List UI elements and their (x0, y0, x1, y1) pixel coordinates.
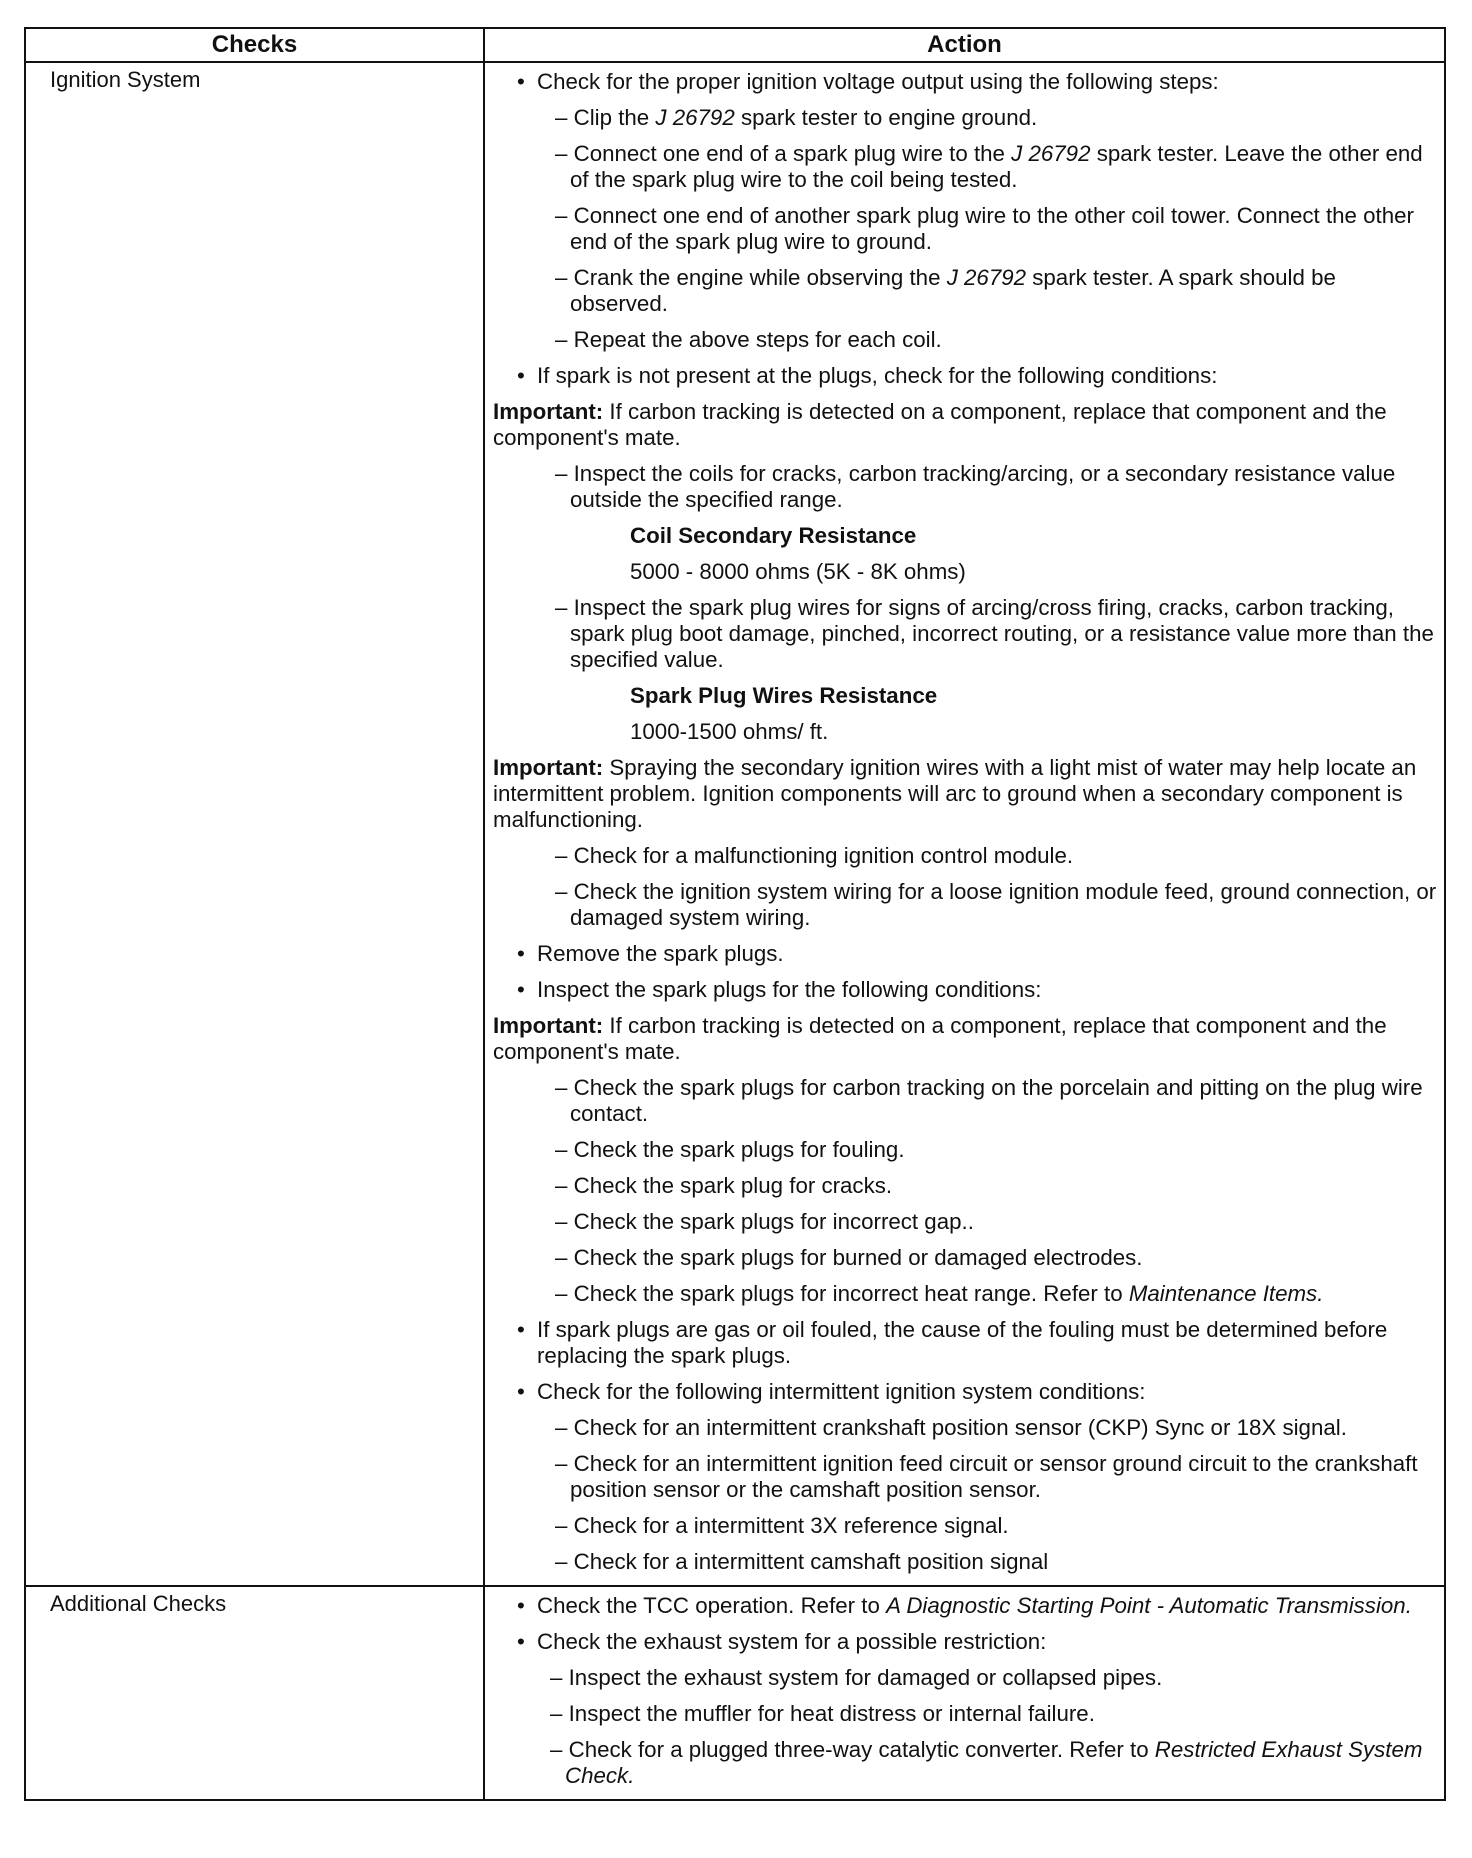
text-segment: – Inspect the spark plug wires for signs of arcing/cross firing, cracks, carbon tracking, spark plug boot damage, pinched, incorrect routing, or a resistance value more than the specified value. (555, 595, 1434, 672)
header-row (25, 28, 1445, 62)
text-segment: Check the TCC operation. Refer to (537, 1593, 887, 1618)
text-segment: – Connect one end of another spark plug wire to the other coil tower. Connect the other end of the spark plug wire to ground. (555, 203, 1414, 254)
sub-step-item (485, 265, 1440, 317)
text-segment: – Check for a intermittent 3X reference signal. (555, 1513, 1009, 1538)
sub-step-item (485, 327, 1440, 353)
action-header: Action (484, 28, 1445, 62)
sub-step-item (485, 203, 1440, 255)
text-segment: – Check for an intermittent ignition feed circuit or sensor ground circuit to the crankshaft position sensor or the camshaft position sensor. (555, 1451, 1418, 1502)
sub-step-item (485, 105, 1440, 131)
sub-step-item (485, 461, 1440, 513)
text-segment: – Check the spark plug for cracks. (555, 1173, 893, 1198)
text-segment: If carbon tracking is detected on a component, replace that component and the component's mate. (493, 399, 1387, 450)
reference-text: Maintenance Items. (1128, 1281, 1324, 1306)
text-segment: – Check the ignition system wiring for a loose ignition module feed, ground connection, or damaged system wiring. (555, 879, 1437, 930)
action-list (485, 69, 1440, 1575)
sub-step-item (485, 843, 1440, 869)
spec-heading (485, 523, 1440, 549)
sub-step-item (485, 1737, 1440, 1789)
reference-text: J 26792 (946, 265, 1027, 290)
text-segment: – Clip the (555, 105, 656, 130)
text-segment: – Check the spark plugs for burned or damaged electrodes. (555, 1245, 1143, 1270)
text-segment: If spark is not present at the plugs, check for the following conditions: (537, 363, 1218, 388)
reference-text: Restricted Exhaust System Check. (565, 1737, 1423, 1788)
text-segment: If carbon tracking is detected on a component, replace that component and the component's mate. (493, 1013, 1387, 1064)
reference-text: A Diagnostic Starting Point - Automatic Transmission. (886, 1593, 1412, 1618)
text-segment: – Check for a intermittent camshaft position signal (555, 1549, 1049, 1574)
text-segment: – Check for an intermittent crankshaft position sensor (CKP) Sync or 18X signal. (555, 1415, 1347, 1440)
bullet-item (485, 941, 1440, 967)
action-cell (484, 62, 1445, 1586)
text-segment: Inspect the spark plugs for the following conditions: (537, 977, 1042, 1002)
action-cell (484, 1586, 1445, 1800)
bullet-marker-icon: • (517, 69, 525, 94)
text-segment: 5000 - 8000 ohms (5K - 8K ohms) (630, 559, 966, 584)
important-note (485, 399, 1440, 451)
checks-header: Checks (25, 28, 484, 62)
important-note (485, 755, 1440, 833)
sub-step-item (485, 1451, 1440, 1503)
text-segment: – Inspect the coils for cracks, carbon tracking/arcing, or a secondary resistance value outside the specified range. (555, 461, 1396, 512)
check-cell: Ignition System (25, 62, 484, 1586)
bullet-item (485, 1593, 1440, 1619)
text-segment: Spraying the secondary ignition wires with a light mist of water may help locate an intermittent problem. Ignition components will arc to ground when a secondary component is malfunctioning. (493, 755, 1417, 832)
sub-step-item (485, 1075, 1440, 1127)
bullet-marker-icon: • (517, 1317, 525, 1342)
sub-step-item (485, 141, 1440, 193)
text-segment: – Repeat the above steps for each coil. (555, 327, 942, 352)
text-segment: – Inspect the exhaust system for damaged or collapsed pipes. (550, 1665, 1163, 1690)
bullet-item (485, 363, 1440, 389)
sub-step-item (485, 1245, 1440, 1271)
spec-value (485, 719, 1440, 745)
table-row (25, 62, 1445, 1586)
reference-text: J 26792 (655, 105, 735, 130)
text-segment: 1000-1500 ohms/ ft. (630, 719, 829, 744)
sub-step-item (485, 1209, 1440, 1235)
bullet-marker-icon: • (517, 941, 525, 966)
important-label: Important: (493, 755, 604, 780)
sub-step-item (485, 1415, 1440, 1441)
sub-step-item (485, 1549, 1440, 1575)
sub-step-item (485, 595, 1440, 673)
text-segment: – Check the spark plugs for incorrect heat range. Refer to (555, 1281, 1129, 1306)
sub-step-item (485, 1513, 1440, 1539)
sub-step-item (485, 879, 1440, 931)
bullet-item (485, 1379, 1440, 1405)
text-segment: – Inspect the muffler for heat distress or internal failure. (550, 1701, 1095, 1726)
text-segment: spark tester. A spark should be observed. (570, 265, 1336, 316)
diagnostic-table (24, 27, 1446, 1801)
bullet-item (485, 1317, 1440, 1369)
spec-heading (485, 683, 1440, 709)
bullet-item (485, 977, 1440, 1003)
spec-value (485, 559, 1440, 585)
text-segment: spark tester. Leave the other end of the spark plug wire to the coil being tested. (570, 141, 1423, 192)
text-segment: – Check the spark plugs for incorrect gap.. (555, 1209, 974, 1234)
bullet-marker-icon: • (517, 977, 525, 1002)
important-label: Important: (493, 1013, 604, 1038)
check-cell: Additional Checks (25, 1586, 484, 1800)
bullet-marker-icon: • (517, 1379, 525, 1404)
sub-step-item (485, 1665, 1440, 1691)
bullet-marker-icon: • (517, 1629, 525, 1654)
important-note (485, 1013, 1440, 1065)
text-segment: – Check for a malfunctioning ignition control module. (555, 843, 1074, 868)
text-segment: – Check for a plugged three-way catalytic converter. Refer to (550, 1737, 1155, 1762)
bullet-marker-icon: • (517, 1593, 525, 1618)
sub-step-item (485, 1137, 1440, 1163)
important-label: Important: (493, 399, 604, 424)
text-segment: Check for the following intermittent ignition system conditions: (537, 1379, 1146, 1404)
bullet-marker-icon: • (517, 363, 525, 388)
text-segment: Remove the spark plugs. (537, 941, 784, 966)
bullet-item (485, 69, 1440, 95)
table-row (25, 1586, 1445, 1800)
sub-step-item (485, 1173, 1440, 1199)
text-segment: – Crank the engine while observing the (555, 265, 947, 290)
reference-text: J 26792 (1011, 141, 1091, 166)
text-segment: Coil Secondary Resistance (630, 523, 917, 548)
text-segment: Spark Plug Wires Resistance (630, 683, 938, 708)
text-segment: Check for the proper ignition voltage output using the following steps: (537, 69, 1219, 94)
text-segment: – Check the spark plugs for carbon tracking on the porcelain and pitting on the plug wire contact. (555, 1075, 1423, 1126)
text-segment: – Connect one end of a spark plug wire to the (555, 141, 1012, 166)
bullet-item (485, 1629, 1440, 1655)
text-segment: If spark plugs are gas or oil fouled, the cause of the fouling must be determined before replacing the spark plugs. (537, 1317, 1388, 1368)
text-segment: spark tester to engine ground. (734, 105, 1038, 130)
action-list (485, 1593, 1440, 1789)
text-segment: Check the exhaust system for a possible restriction: (537, 1629, 1047, 1654)
text-segment: – Check the spark plugs for fouling. (555, 1137, 905, 1162)
sub-step-item (485, 1701, 1440, 1727)
sub-step-item (485, 1281, 1440, 1307)
